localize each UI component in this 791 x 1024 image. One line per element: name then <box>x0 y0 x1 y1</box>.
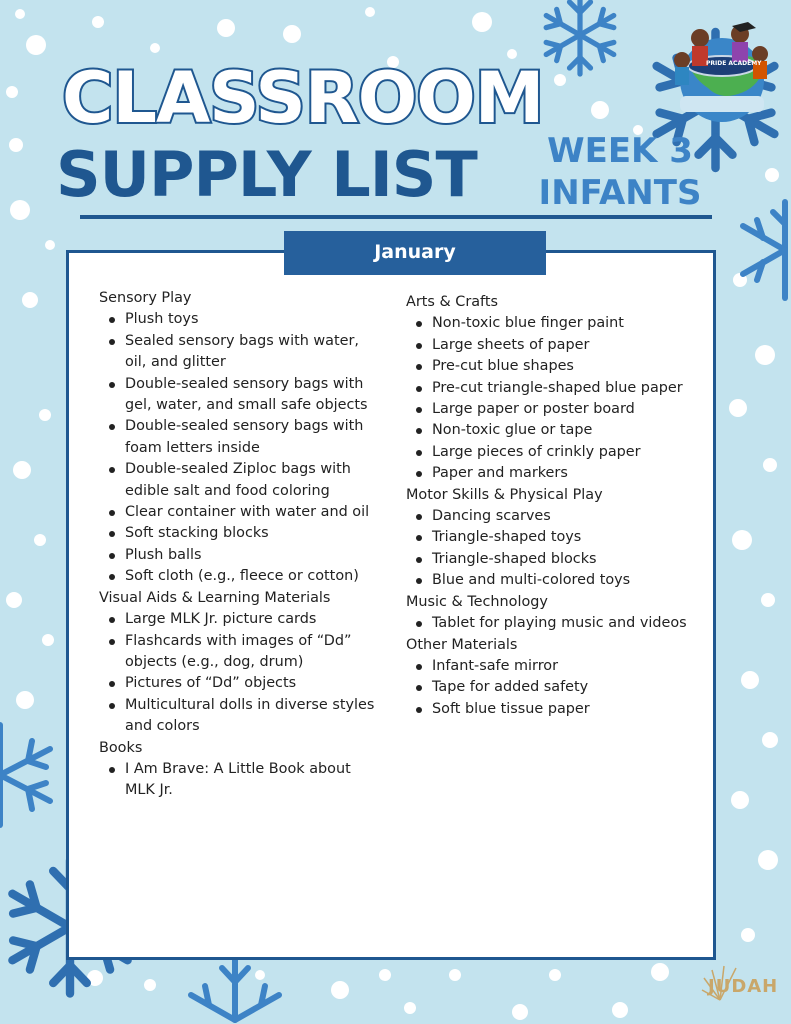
list-item: Double-sealed Ziploc bags with edible salt and food coloring <box>99 459 379 502</box>
list-item: Sealed sensory bags with water, oil, and glitter <box>99 331 379 374</box>
list-item: Non-toxic glue or tape <box>406 420 696 441</box>
list-item: Dancing scarves <box>406 506 696 527</box>
section-title: Music & Technology <box>406 593 548 610</box>
right-column <box>406 292 696 720</box>
supply-list <box>406 613 696 634</box>
list-item: Large paper or poster board <box>406 399 696 420</box>
supply-list <box>406 313 696 484</box>
week-number: WEEK 3 <box>547 131 693 171</box>
title-divider <box>80 215 712 219</box>
supply-list <box>99 759 379 802</box>
list-item: Plush toys <box>99 309 379 330</box>
week-label <box>520 130 720 214</box>
list-item: Infant-safe mirror <box>406 656 696 677</box>
list-item: Soft cloth (e.g., fleece or cotton) <box>99 566 379 587</box>
section-title: Books <box>99 739 143 756</box>
section-title: Motor Skills & Physical Play <box>406 486 603 503</box>
list-item: Triangle-shaped toys <box>406 527 696 548</box>
list-item: Pre-cut triangle-shaped blue paper <box>406 378 696 399</box>
section-title: Arts & Crafts <box>406 294 499 310</box>
age-group: INFANTS <box>538 173 702 213</box>
list-item: Triangle-shaped blocks <box>406 549 696 570</box>
list-item: I Am Brave: A Little Book about MLK Jr. <box>99 759 379 802</box>
section-title: Visual Aids & Learning Materials <box>99 589 331 606</box>
list-item: Blue and multi-colored toys <box>406 570 696 591</box>
page-title-line1: CLASSROOM <box>62 57 544 139</box>
supply-list-panel <box>66 250 716 960</box>
supply-list <box>406 656 696 720</box>
snowflake-icon <box>725 195 791 305</box>
list-item: Tablet for playing music and videos <box>406 613 696 634</box>
list-item: Flashcards with images of “Dd” objects (e.g., dog, drum) <box>99 631 379 674</box>
list-item: Large pieces of crinkly paper <box>406 442 696 463</box>
list-item: Clear container with water and oil <box>99 502 379 523</box>
list-item: Double-sealed sensory bags with gel, water, and small safe objects <box>99 374 379 417</box>
left-column <box>99 288 379 802</box>
list-item: Soft stacking blocks <box>99 523 379 544</box>
section-title: Other Materials <box>406 636 518 653</box>
snowflake-icon <box>0 720 60 830</box>
list-item: Large sheets of paper <box>406 335 696 356</box>
judah-logo-text: JUDAH <box>708 976 779 997</box>
list-item: Multicultural dolls in diverse styles and colors <box>99 695 379 738</box>
list-item: Pictures of “Dd” objects <box>99 673 379 694</box>
supply-list <box>99 609 379 737</box>
list-item: Plush balls <box>99 545 379 566</box>
list-item: Paper and markers <box>406 463 696 484</box>
supply-list <box>406 506 696 592</box>
list-item: Soft blue tissue paper <box>406 699 696 720</box>
list-item: Double-sealed sensory bags with foam letters inside <box>99 416 379 459</box>
section-title: Sensory Play <box>99 290 192 306</box>
globe-icon <box>660 8 785 128</box>
list-item: Large MLK Jr. picture cards <box>99 609 379 630</box>
list-item: Tape for added safety <box>406 677 696 698</box>
supply-list <box>99 309 379 587</box>
snowflake-icon <box>180 955 290 1024</box>
list-item: Non-toxic blue finger paint <box>406 313 696 334</box>
academy-logo <box>660 8 785 128</box>
judah-logo <box>700 960 786 1018</box>
list-item: Pre-cut blue shapes <box>406 356 696 377</box>
academy-logo-text: PRIDE ACADEMY <box>706 60 762 67</box>
month-tab: January <box>284 231 546 275</box>
page-title-line2: SUPPLY LIST <box>56 138 477 211</box>
